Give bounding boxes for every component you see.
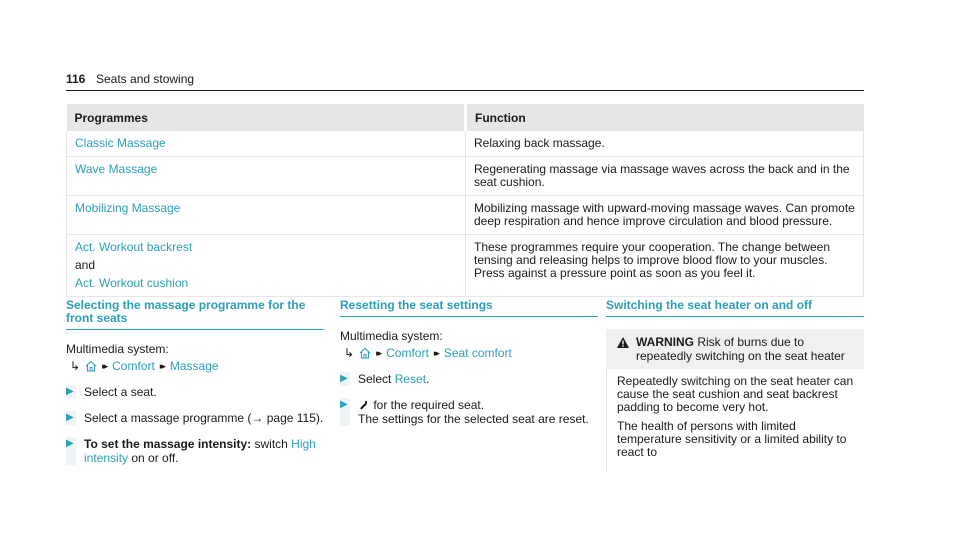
section-title: Seats and stowing	[96, 72, 195, 86]
path-comfort: Comfort	[112, 359, 155, 373]
step-bold: To set the massage intensity:	[84, 437, 252, 451]
home-icon	[85, 360, 97, 372]
path-arrow-icon: ↳	[344, 346, 355, 360]
step-text-part: for the required seat.	[370, 398, 485, 412]
page-number: 116	[66, 72, 86, 86]
header-programmes: Programmes	[67, 104, 466, 131]
table-row	[67, 157, 864, 196]
chevron-icon: ▸▸	[376, 348, 380, 358]
reset-seat-section	[340, 299, 598, 426]
step	[340, 398, 598, 426]
path-massage: Massage	[169, 359, 219, 373]
step-marker-icon: ▶	[66, 411, 76, 425]
warning-text: Risk of burns due to repeatedly switching on the seat heater	[636, 335, 845, 363]
path-comfort: Comfort	[386, 346, 429, 360]
warning-triangle-icon	[616, 336, 630, 349]
step-marker-icon: ▶	[340, 398, 350, 426]
massage-programme-section	[66, 299, 324, 465]
section-heading: Resetting the seat settings	[340, 299, 598, 317]
step-text-part: on or off.	[128, 451, 179, 465]
step-marker-icon: ▶	[66, 385, 76, 399]
step-text	[358, 398, 598, 426]
step	[340, 372, 598, 386]
step-text: Select a seat.	[84, 385, 157, 399]
warning-label: WARNING	[636, 335, 694, 349]
warning-paragraph: Repeatedly switching on the seat heater can cause the seat cushion and seat backrest padding to become very hot.	[617, 374, 854, 414]
section-heading: Selecting the massage programme for the front seats	[66, 299, 324, 330]
table-header-row	[67, 104, 864, 131]
step-text-part: The settings for the selected seat are reset.	[358, 412, 589, 426]
warning-paragraph: The health of persons with limited temperature sensitivity or a limited ability to react to	[617, 419, 847, 459]
warning-header	[606, 329, 864, 369]
high-intensity-link: High intensity	[84, 437, 316, 465]
step	[66, 411, 324, 425]
programmes-table	[66, 104, 864, 297]
warning-box	[606, 329, 864, 471]
step	[66, 385, 324, 399]
chevron-icon: ▸▸	[159, 361, 163, 371]
path-seat-comfort: Seat comfort	[443, 346, 512, 360]
section-heading: Switching the seat heater on and off	[606, 299, 864, 317]
step-text-part: Select	[358, 372, 395, 386]
function-cell: Mobilizing massage with upward-moving massage waves. Can promote deep respiration and hence improve circulation and blood pressure.	[466, 196, 864, 235]
function-cell: Regenerating massage via massage waves across the back and in the seat cushion.	[466, 157, 864, 196]
step-text	[84, 437, 324, 465]
step-text-part: switch	[251, 437, 292, 451]
seat-heater-section	[606, 299, 864, 471]
multimedia-system-label: Multimedia system:	[66, 342, 169, 356]
home-icon	[359, 347, 371, 359]
warning-body	[606, 369, 864, 471]
programme-workout-cell	[67, 235, 466, 297]
function-cell: Relaxing back massage.	[466, 131, 864, 157]
table-row	[67, 196, 864, 235]
chevron-icon: ▸▸	[433, 348, 437, 358]
programme-workout-backrest: Act. Workout backrest	[75, 240, 193, 254]
step-marker-icon: ▶	[66, 437, 76, 465]
seat-reset-icon	[358, 399, 370, 411]
path-arrow-icon: ↳	[70, 359, 81, 373]
table-row	[67, 235, 864, 297]
step	[66, 437, 324, 465]
programme-wave-massage: Wave Massage	[67, 157, 466, 196]
programme-mobilizing-massage: Mobilizing Massage	[67, 196, 466, 235]
menu-path	[70, 359, 324, 373]
header-function: Function	[466, 104, 864, 131]
menu-path	[344, 346, 598, 360]
table-row	[67, 131, 864, 157]
step-text	[358, 372, 598, 386]
page-header	[66, 72, 864, 91]
multimedia-system-label: Multimedia system:	[340, 329, 443, 343]
programme-classic-massage: Classic Massage	[67, 131, 466, 157]
step-marker-icon: ▶	[340, 372, 350, 386]
step-text: Select a massage programme (→ page 115).	[84, 411, 324, 425]
programme-and: and	[75, 258, 96, 272]
reset-link: Reset	[394, 372, 427, 386]
chevron-icon: ▸▸	[102, 361, 106, 371]
programme-workout-cushion: Act. Workout cushion	[75, 276, 189, 290]
step-text-part: .	[426, 372, 430, 386]
function-cell: These programmes require your cooperation. The change between tensing and releasing helps to improve blood flow to your muscles. Press against a pressure point as soon as you feel it.	[466, 235, 864, 297]
